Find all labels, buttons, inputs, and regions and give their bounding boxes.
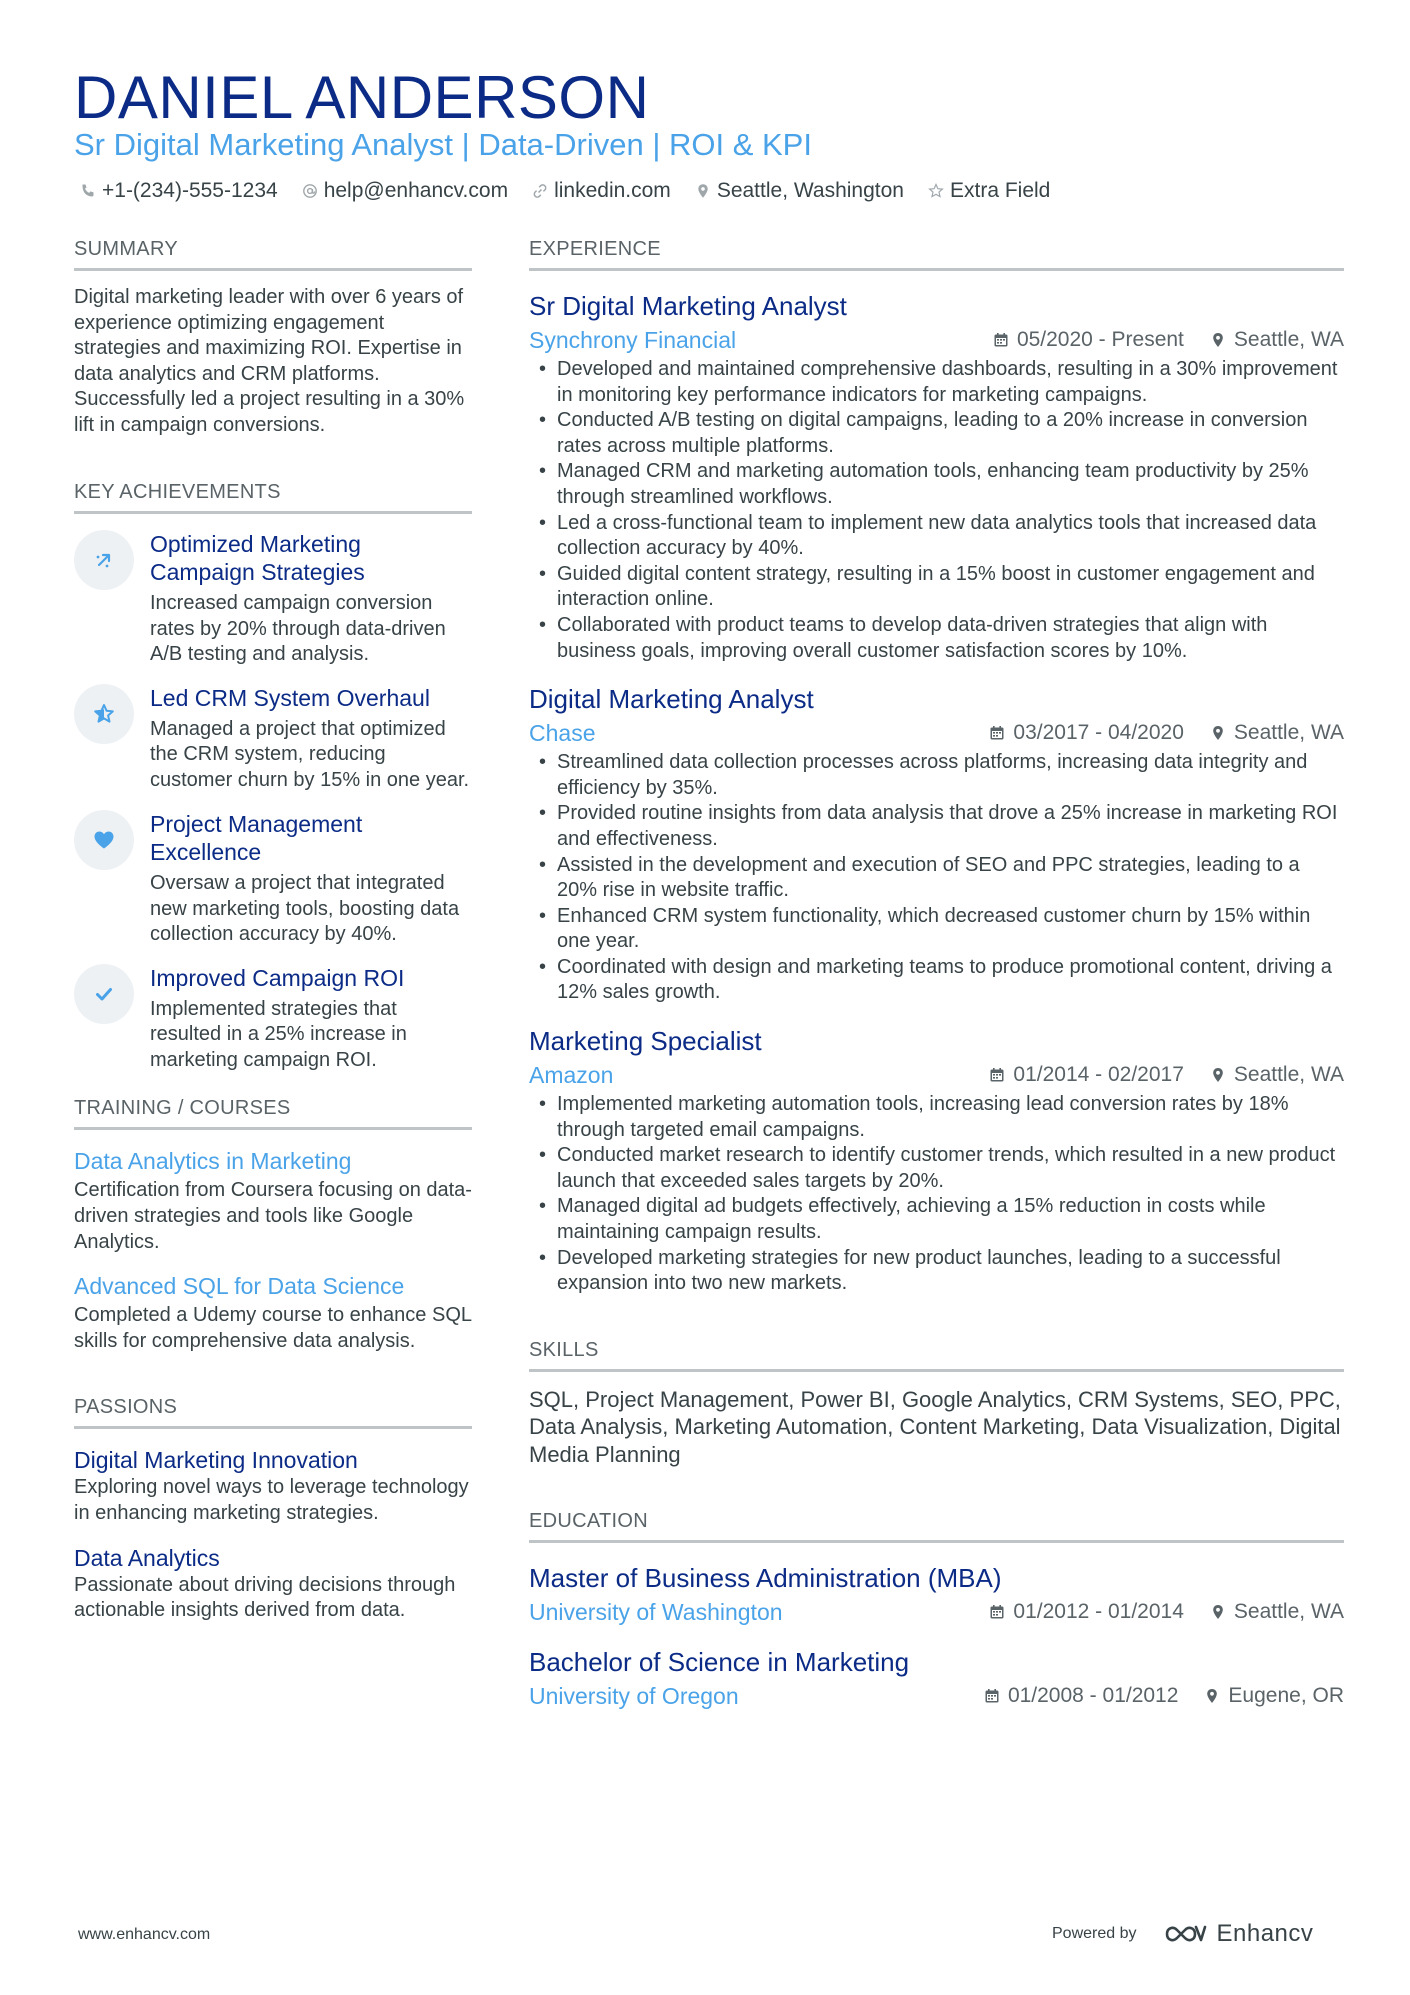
education-section — [529, 1508, 1344, 1711]
right-column — [529, 236, 1344, 1711]
job-company: Synchrony Financial — [529, 326, 737, 353]
experience-section — [529, 236, 1344, 1297]
education-location: Eugene, OR — [1204, 1684, 1344, 1708]
contact-phone[interactable]: +1-(234)-555-1234 — [80, 179, 278, 203]
star-outline-icon — [928, 183, 944, 199]
passion-desc: Passionate about driving decisions through actionable insights derived from data. — [74, 1573, 456, 1622]
map-pin-icon — [695, 183, 711, 199]
education-dates: 01/2008 - 01/2012 — [984, 1684, 1178, 1708]
course-desc: Completed a Udemy course to enhance SQL skills for comprehensive data analysis. — [74, 1304, 472, 1352]
link-icon — [532, 183, 548, 199]
achievements-section — [74, 479, 472, 1074]
calendar-icon — [993, 332, 1009, 348]
job-location: Seattle, WA — [1210, 721, 1344, 745]
school-name: University of Washington — [529, 1598, 783, 1625]
skills-text: SQL, Project Management, Power BI, Google Analytics, CRM Systems, SEO, PPC, Data Analysis, Marketing Automation, Content Marketing, Data Visualization, Digital Media Planning — [529, 1386, 1341, 1467]
job-title: Digital Marketing Analyst — [529, 684, 814, 715]
job-bullets — [529, 1092, 1344, 1297]
brand-name: Enhancv — [1216, 1920, 1314, 1947]
job-bullet: • Conducted market research to identify customer trends, which resulted in a new product launch that exceeded sales targets by 20%. — [529, 1143, 1344, 1194]
calendar-icon — [989, 725, 1005, 741]
candidate-headline: Sr Digital Marketing Analyst | Data-Driven | ROI & KPI — [74, 127, 812, 162]
job-bullets — [529, 750, 1344, 1006]
contact-bar — [80, 176, 1074, 206]
summary-section — [74, 236, 472, 439]
job-bullet: • Managed digital ad budgets effectively, achieving a 15% reduction in costs while maintaining campaign results. — [529, 1194, 1344, 1245]
job-entry — [529, 1024, 1344, 1297]
job-title: Marketing Specialist — [529, 1026, 762, 1057]
job-bullet: • Provided routine insights from data analysis that drove a 25% increase in marketing ROI and effectiveness. — [529, 801, 1344, 852]
calendar-icon — [989, 1067, 1005, 1083]
school-name: University of Oregon — [529, 1682, 739, 1709]
job-bullet: • Developed and maintained comprehensive dashboards, resulting in a 30% improvement in monitoring key performance indicators for marketing campaigns. — [529, 357, 1344, 408]
passions-section — [74, 1394, 472, 1623]
job-bullet: • Streamlined data collection processes across platforms, increasing data integrity and efficiency by 35%. — [529, 750, 1344, 801]
map-pin-icon — [1204, 1688, 1220, 1704]
section-title: KEY ACHIEVEMENTS — [74, 479, 472, 514]
achievement-item — [74, 684, 472, 794]
job-dates: 05/2020 - Present — [993, 328, 1184, 352]
job-bullet: • Developed marketing strategies for new product launches, leading to a successful expansion into two new markets. — [529, 1246, 1344, 1297]
job-location: Seattle, WA — [1210, 328, 1344, 352]
star-icon — [74, 684, 134, 744]
candidate-name: DANIEL ANDERSON — [74, 64, 650, 131]
phone-icon — [80, 183, 96, 199]
passion-desc: Exploring novel ways to leverage technology in enhancing marketing strategies. — [74, 1476, 469, 1525]
passion-item — [74, 1543, 472, 1624]
skills-section — [529, 1337, 1344, 1469]
course-desc: Certification from Coursera focusing on data-driven strategies and tools like Google Analytics. — [74, 1179, 472, 1253]
job-bullet: • Conducted A/B testing on digital campaigns, leading to a 20% increase in conversion rates across multiple platforms. — [529, 408, 1344, 459]
achievement-desc: Increased campaign conversion rates by 20% through data-driven A/B testing and analysis. — [150, 592, 446, 666]
education-dates: 01/2012 - 01/2014 — [989, 1600, 1183, 1624]
job-bullets — [529, 357, 1344, 664]
at-icon — [302, 183, 318, 199]
achievement-title: Led CRM System Overhaul — [150, 684, 430, 711]
job-bullet: • Implemented marketing automation tools, increasing lead conversion rates by 18% through targeted email campaigns. — [529, 1092, 1344, 1143]
achievement-item — [74, 810, 472, 948]
achievement-title: Optimized Marketing Campaign Strategies — [150, 530, 365, 586]
achievement-desc: Oversaw a project that integrated new marketing tools, boosting data collection accuracy by 40%. — [150, 872, 460, 946]
achievement-desc: Managed a project that optimized the CRM system, reducing customer churn by 15% in one year. — [150, 717, 470, 791]
job-title: Sr Digital Marketing Analyst — [529, 291, 847, 321]
job-location: Seattle, WA — [1210, 1063, 1344, 1087]
job-bullet: • Guided digital content strategy, resulting in a 15% boost in customer engagement and interaction online. — [529, 562, 1344, 613]
passion-title: Digital Marketing Innovation — [74, 1447, 358, 1474]
map-pin-icon — [1210, 332, 1226, 348]
sparkle-arrow-icon — [74, 530, 134, 590]
job-bullet: • Enhanced CRM system functionality, which decreased customer churn by 15% within one year. — [529, 904, 1344, 955]
calendar-icon — [984, 1688, 1000, 1704]
left-column — [74, 236, 472, 1624]
education-entry — [529, 1645, 1344, 1711]
job-company: Chase — [529, 719, 596, 746]
degree-title: Bachelor of Science in Marketing — [529, 1647, 910, 1678]
contact-extra: Extra Field — [928, 179, 1050, 203]
achievement-item — [74, 530, 472, 668]
job-company: Amazon — [529, 1061, 614, 1088]
achievement-desc: Implemented strategies that resulted in a 25% increase in marketing campaign ROI. — [150, 997, 407, 1071]
achievement-title: Project Management Excellence — [150, 810, 363, 866]
job-bullet: • Managed CRM and marketing automation tools, enhancing team productivity by 25% through streamlined workflows. — [529, 459, 1344, 510]
calendar-icon — [989, 1604, 1005, 1620]
heart-icon — [74, 810, 134, 870]
map-pin-icon — [1210, 1067, 1226, 1083]
course-title: Data Analytics in Marketing — [74, 1148, 352, 1175]
contact-email[interactable]: help@enhancv.com — [302, 179, 508, 203]
map-pin-icon — [1210, 725, 1226, 741]
job-bullet: • Led a cross-functional team to implement new data analytics tools that increased data collection accuracy by 40%. — [529, 511, 1344, 562]
course-item — [74, 1271, 472, 1354]
achievement-item — [74, 964, 472, 1074]
job-dates: 01/2014 - 02/2017 — [989, 1063, 1183, 1087]
passion-item — [74, 1445, 472, 1526]
job-entry — [529, 289, 1344, 664]
job-bullet: • Assisted in the development and execution of SEO and PPC strategies, leading to a 20% rise in website traffic. — [529, 853, 1344, 904]
job-bullet: • Coordinated with design and marketing teams to produce promotional content, driving a 12% sales growth. — [529, 955, 1344, 1006]
education-location: Seattle, WA — [1210, 1600, 1344, 1624]
section-title: SUMMARY — [74, 236, 472, 271]
course-item — [74, 1146, 472, 1255]
section-title: PASSIONS — [74, 1394, 472, 1429]
map-pin-icon — [1210, 1604, 1226, 1620]
training-section — [74, 1095, 472, 1354]
achievement-title: Improved Campaign ROI — [150, 964, 405, 991]
footer-website[interactable]: www.enhancv.com — [78, 1926, 211, 1943]
check-icon — [74, 964, 134, 1024]
section-title: SKILLS — [529, 1337, 1344, 1372]
powered-by-label: Powered by — [1052, 1925, 1137, 1942]
contact-location: Seattle, Washington — [695, 179, 904, 203]
summary-text: Digital marketing leader with over 6 years of experience optimizing engagement strategies and maximizing ROI. Expertise in data analytics and CRM platforms. Successfully led a project resulting in a 30% lift in campaign conversions. — [74, 286, 465, 436]
passion-title: Data Analytics — [74, 1544, 220, 1571]
section-title: EXPERIENCE — [529, 236, 1344, 271]
section-title: EDUCATION — [529, 1508, 1344, 1543]
education-entry — [529, 1561, 1344, 1627]
job-dates: 03/2017 - 04/2020 — [989, 721, 1183, 745]
degree-title: Master of Business Administration (MBA) — [529, 1563, 1002, 1594]
job-bullet: • Collaborated with product teams to develop data-driven strategies that align with business goals, improving overall customer satisfaction scores by 10%. — [529, 613, 1344, 664]
course-title: Advanced SQL for Data Science — [74, 1273, 405, 1300]
section-title: TRAINING / COURSES — [74, 1095, 472, 1130]
footer-branding[interactable] — [1052, 1920, 1313, 1948]
job-entry — [529, 682, 1344, 1006]
contact-linkedin[interactable]: linkedin.com — [532, 179, 671, 203]
enhancv-logo-icon — [1163, 1921, 1207, 1947]
